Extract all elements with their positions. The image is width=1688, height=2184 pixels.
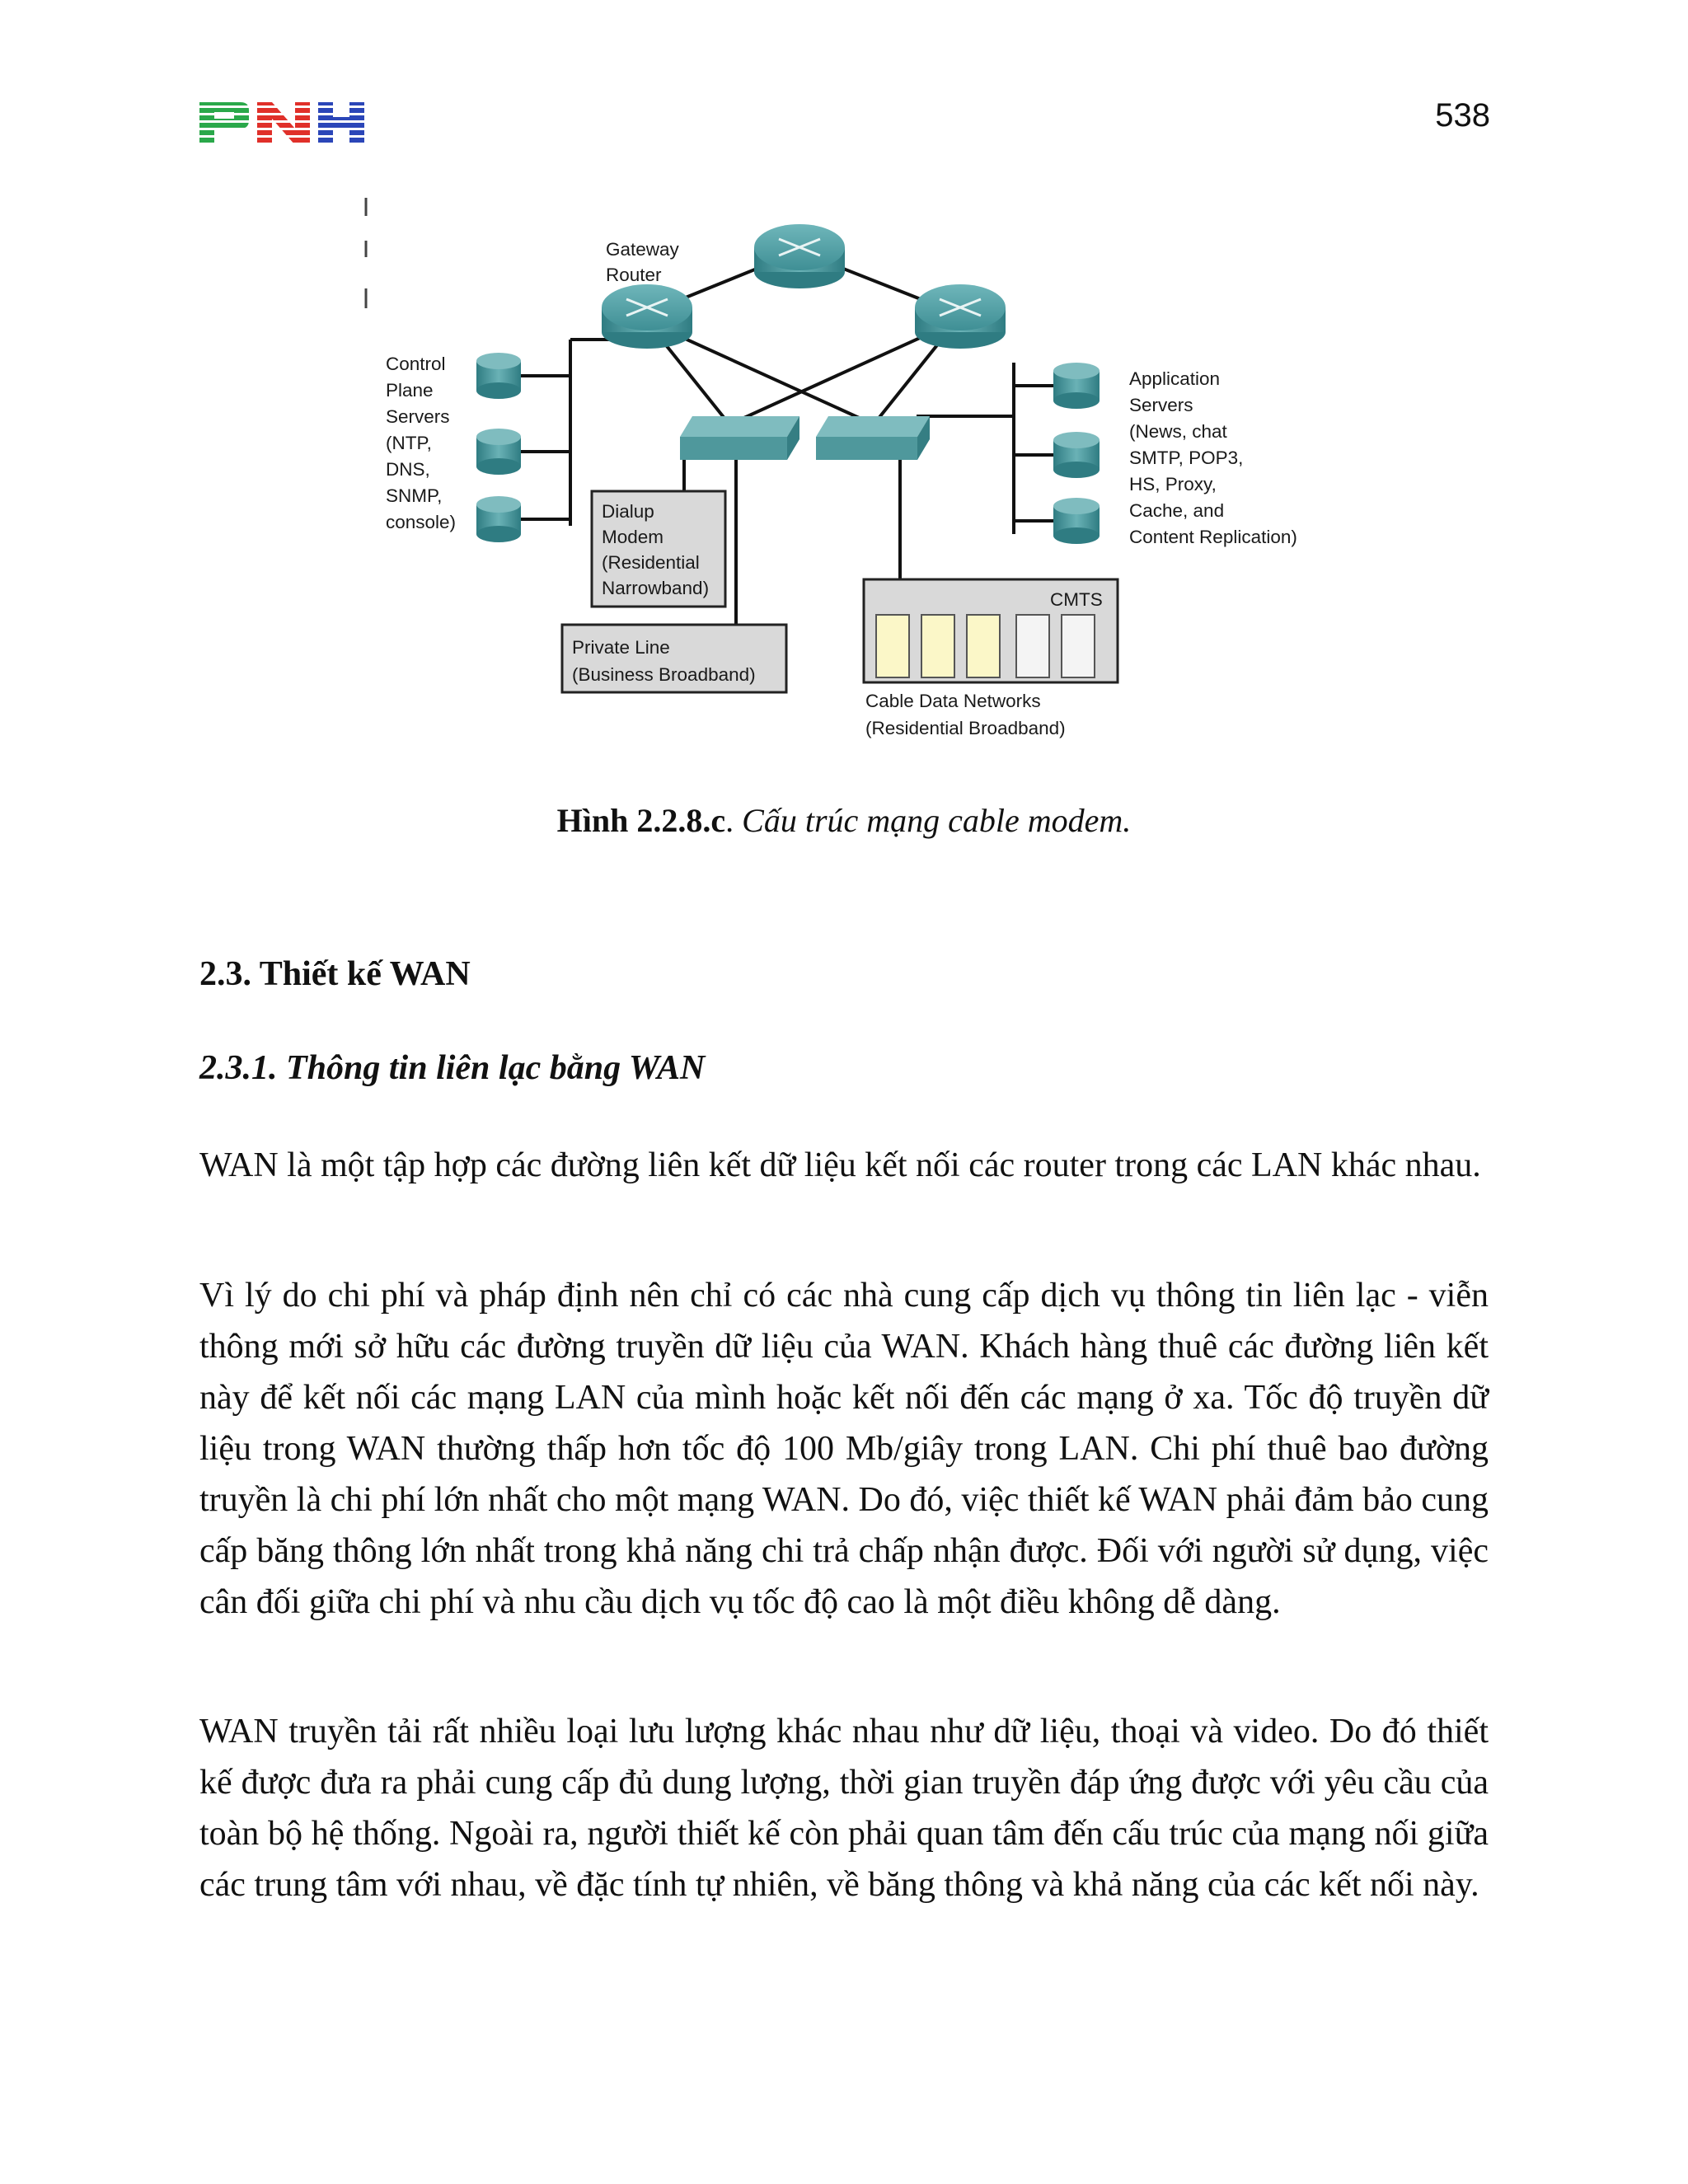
cable-data-networks-label: Cable Data Networks (Residential Broadband) <box>865 691 1066 738</box>
server-icon <box>476 496 521 542</box>
cmts-label: CMTS <box>1050 589 1103 610</box>
dialup-modem-label: Dialup Modem (Residential Narrowband) <box>602 501 710 598</box>
gateway-router-label: Gateway Router <box>606 239 679 285</box>
cmts-slots <box>876 615 1095 677</box>
private-line-label: Private Line (Business Broadband) <box>572 637 756 685</box>
section-heading: 2.3. Thiết kế WAN <box>199 955 471 993</box>
paragraph: WAN là một tập hợp các đường liên kết dữ liệu kết nối các router trong các LAN khác nhau. <box>199 1146 1481 1184</box>
caption-text: Cấu trúc mạng cable modem. <box>742 802 1132 839</box>
paragraph: WAN truyền tải rất nhiều loại lưu lượng khác nhau như dữ liệu, thoại và video. Do đó thiết kế được đưa ra phải cung cấp đủ dung lượng, thời gian truyền đáp ứng được với yêu cầu của toàn bộ hệ thống. Ngoài ra, người thiết kế còn phải quan tâm đến cấu trúc của mạng nối giữa các trung tâm với nhau, về đặc tính tự nhiên, về băng thông và khả năng của các kết nối này. <box>199 1713 1489 1904</box>
server-icon <box>1053 432 1100 478</box>
page-number: 538 <box>1435 97 1490 134</box>
subsection-heading: 2.3.1. Thông tin liên lạc bằng WAN <box>199 1049 706 1087</box>
switch-icon <box>816 416 930 460</box>
server-icon <box>476 353 521 399</box>
control-plane-label: Control Plane Servers (NTP, DNS, SNMP, console) <box>386 354 457 532</box>
server-icon <box>1053 363 1100 409</box>
paragraph: Vì lý do chi phí và pháp định nên chỉ có các nhà cung cấp dịch vụ thông tin liên lạc - viễn thông mới sở hữu các đường truyền dữ liệu của WAN. Khách hàng thuê các đường liên kết này để kết nối các mạng LAN của mình hoặc kết nối đến các mạng ở xa. Tốc độ truyền dữ liệu trong WAN thường thấp hơn tốc độ 100 Mb/giây trong LAN. Chi phí thuê bao đường truyền là chi phí lớn nhất cho một mạng WAN. Do đó, việc thiết kế WAN phải đảm bảo cung cấp băng thông lớn nhất trong khả năng chi trả chấp nhận được. Đối với người sử dụng, việc cân đối giữa chi phí và nhu cầu dịch vụ tốc độ cao là một điều không dễ dàng. <box>199 1277 1489 1621</box>
caption-label: Hình 2.2.8.c <box>556 802 726 839</box>
router-icon <box>754 224 845 288</box>
switch-icon <box>680 416 799 460</box>
router-icon <box>915 284 1006 349</box>
application-servers-label: Application Servers (News, chat SMTP, POP3, HS, Proxy, Cache, and Content Replication) <box>1129 368 1297 547</box>
figure-caption <box>0 801 1688 840</box>
server-icon <box>476 429 521 475</box>
server-icon <box>1053 498 1100 544</box>
caption-separator: . <box>725 802 743 839</box>
router-icon <box>602 284 692 349</box>
network-diagram <box>0 0 1688 775</box>
